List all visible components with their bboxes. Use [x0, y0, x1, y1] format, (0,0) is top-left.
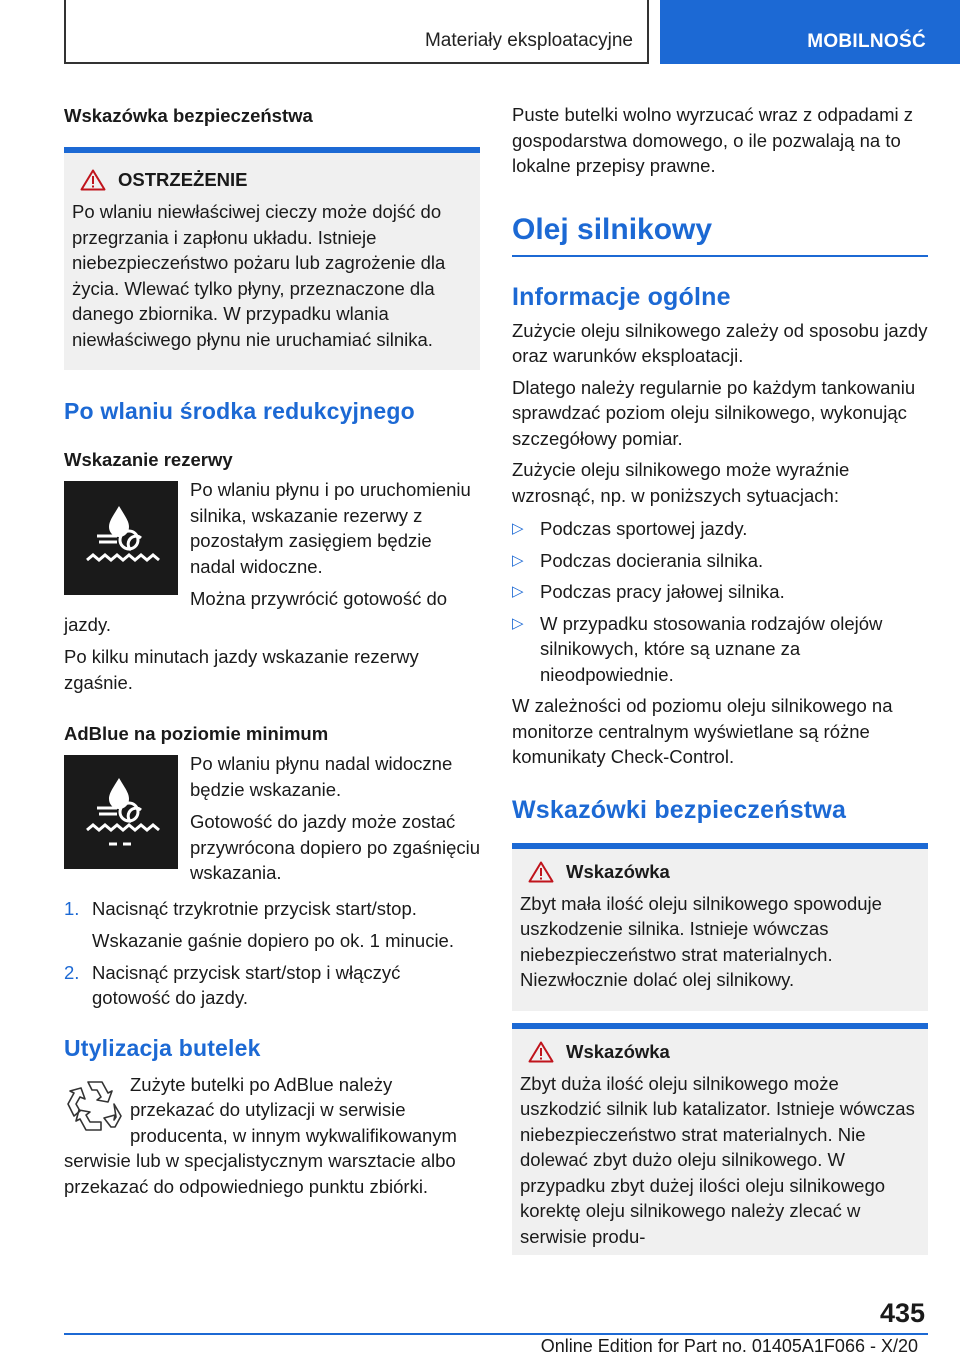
safety-heading: Wskazówka bezpieczeństwa — [64, 105, 313, 126]
bullet-triangle-icon: ▷ — [512, 614, 524, 632]
general-paragraph-2: Dlatego należy regularnie po każdym tankowaniu sprawdzać poziom oleju silnikowego, wykonując szczegółowy pomiar. — [512, 376, 916, 449]
general-paragraph-4: W zależności od poziomu oleju silnikowego na monitorze centralnym wyświetlane są różne komunikaty Check-Control. — [512, 695, 893, 767]
warning-title: OSTRZEŻENIE — [118, 169, 248, 190]
list-item — [512, 548, 928, 574]
step-text: Nacisnąć trzykrotnie przycisk start/stop. — [92, 897, 417, 919]
adblue-reserve-glyph — [81, 498, 161, 578]
bullet-triangle-icon: ▷ — [512, 520, 524, 537]
step-number: 2. — [64, 961, 80, 983]
reserve-heading: Wskazanie rezerwy — [64, 449, 233, 470]
note-title: Wskazówka — [566, 1040, 670, 1062]
warning-box — [64, 147, 480, 370]
header-section-title: Materiały eksploatacyjne — [424, 30, 633, 51]
oil-heading: Olej silnikowy — [512, 213, 928, 257]
minimum-paragraph-2: Gotowość do jazdy może zostać przywrócona dopiero po zgaśnięciu wskazania. — [190, 811, 481, 883]
note-header — [520, 1041, 920, 1063]
warning-triangle-icon — [528, 1041, 554, 1063]
minimum-paragraph-1: Po wlaniu płynu nadal widoczne będzie wskazanie. — [190, 753, 453, 800]
footer-edition: Online Edition for Part no. 01405A1F066 - X/20 — [540, 1336, 918, 1356]
note-header — [520, 861, 920, 883]
disposal-heading: Utylizacja butelek — [64, 1034, 261, 1061]
right-column — [512, 100, 928, 1255]
note-text: Zbyt duża ilość oleju silnikowego może uszkodzić silnik lub katalizator. Istnieje wówczas niebezpieczeństwo strat materialnych. Nie dolewać zbyt dużo oleju silnikowego. W przypadku zbyt dużej ilości oleju silnikowego korektę oleju silnikowego należy zlecać w serwisie produ- — [520, 1072, 915, 1247]
list-item — [512, 611, 928, 688]
oil-consumption-list — [512, 516, 928, 687]
disposal-text: Zużyte butelki po AdBlue należy przekazać do utylizacji w serwisie producenta, w innym wykwalifikowanym serwisie lub w specjalistycznym warsztacie albo przekazać do odpowiedniego punktu zbiórki. — [64, 1073, 457, 1197]
header-section-box — [64, 0, 649, 64]
step-subtext: Wskazanie gaśnie dopiero po ok. 1 minucie. — [92, 930, 454, 951]
general-heading: Informacje ogólne — [512, 282, 731, 311]
general-paragraph-3: Zużycie oleju silnikowego może wyraźnie wzrosnąć, np. w poniższych sytuacjach: — [512, 459, 850, 506]
list-item — [512, 516, 928, 542]
note-title: Wskazówka — [566, 860, 670, 882]
oil-safety-heading: Wskazówki bezpieczeństwa — [512, 795, 847, 824]
header-chapter-label: MOBILNOŚĆ — [807, 31, 926, 52]
reserve-paragraph-1: Po wlaniu płynu i po uruchomieniu silnika, wskazanie rezerwy z pozostałym zasięgiem będzie nadal widoczne. — [190, 479, 471, 577]
list-item — [512, 579, 928, 605]
minimum-steps — [64, 896, 480, 1011]
warning-text: Po wlaniu niewłaściwej cieczy może dojść do przegrzania i zapłonu układu. Istnieje niebezpieczeństwo pożaru lub zagrożenie dla życia. Wlewać tylko płyny, przeznaczone dla danego zbiornika. W przypadku wlania niewłaściwego płynu nie uruchamiać silnika. — [72, 201, 446, 350]
bullet-triangle-icon: ▷ — [512, 551, 524, 569]
warning-triangle-icon — [528, 861, 554, 883]
list-item-text: Podczas pracy jałowej silnika. — [540, 581, 785, 602]
adblue-minimum-icon — [64, 755, 178, 869]
recycle-icon — [64, 1074, 126, 1136]
bullet-triangle-icon: ▷ — [512, 583, 524, 600]
warning-triangle-icon — [80, 169, 106, 191]
note-text: Zbyt mała ilość oleju silnikowego spowoduje uszkodzenie silnika. Istnieje wówczas niebezpieczeństwo strat materialnych. Niezwłocznie dolać olej silnikowy. — [520, 892, 882, 990]
page-number: 435 — [880, 1298, 926, 1328]
note-box — [512, 843, 928, 1011]
step-text: Nacisnąć przycisk start/stop i włączyć gotowość do jazdy. — [92, 961, 401, 1008]
after-fill-heading: Po wlaniu środka redukcyjnego — [64, 398, 415, 424]
adblue-reserve-icon — [64, 481, 178, 595]
reserve-paragraph-3: Po kilku minutach jazdy wskazanie rezerwy zgaśnie. — [64, 646, 419, 693]
footer-divider — [64, 1333, 928, 1335]
general-paragraph-1: Zużycie oleju silnikowego zależy od sposobu jazdy oraz warunków eksploatacji. — [512, 319, 928, 366]
adblue-minimum-glyph — [81, 772, 161, 852]
header-chapter-tab[interactable] — [660, 0, 960, 64]
minimum-heading: AdBlue na poziomie minimum — [64, 723, 329, 744]
reserve-paragraph-2: Można przywrócić gotowość do jazdy. — [64, 588, 448, 635]
warning-header — [72, 169, 472, 191]
step-item — [64, 960, 480, 1011]
list-item-text: W przypadku stosowania rodzajów olejów silnikowych, które są uznane za nieodpowiednie. — [540, 612, 883, 685]
list-item-text: Podczas docierania silnika. — [540, 549, 764, 571]
step-number: 1. — [64, 897, 80, 919]
note-box — [512, 1023, 928, 1256]
list-item-text: Podczas sportowej jazdy. — [540, 518, 748, 539]
disposal-intro: Puste butelki wolno wyrzucać wraz z odpadami z gospodarstwa domowego, o ile pozwalają na to lokalne przepisy prawne. — [512, 104, 914, 176]
left-column — [64, 100, 480, 1199]
step-item — [64, 896, 480, 954]
